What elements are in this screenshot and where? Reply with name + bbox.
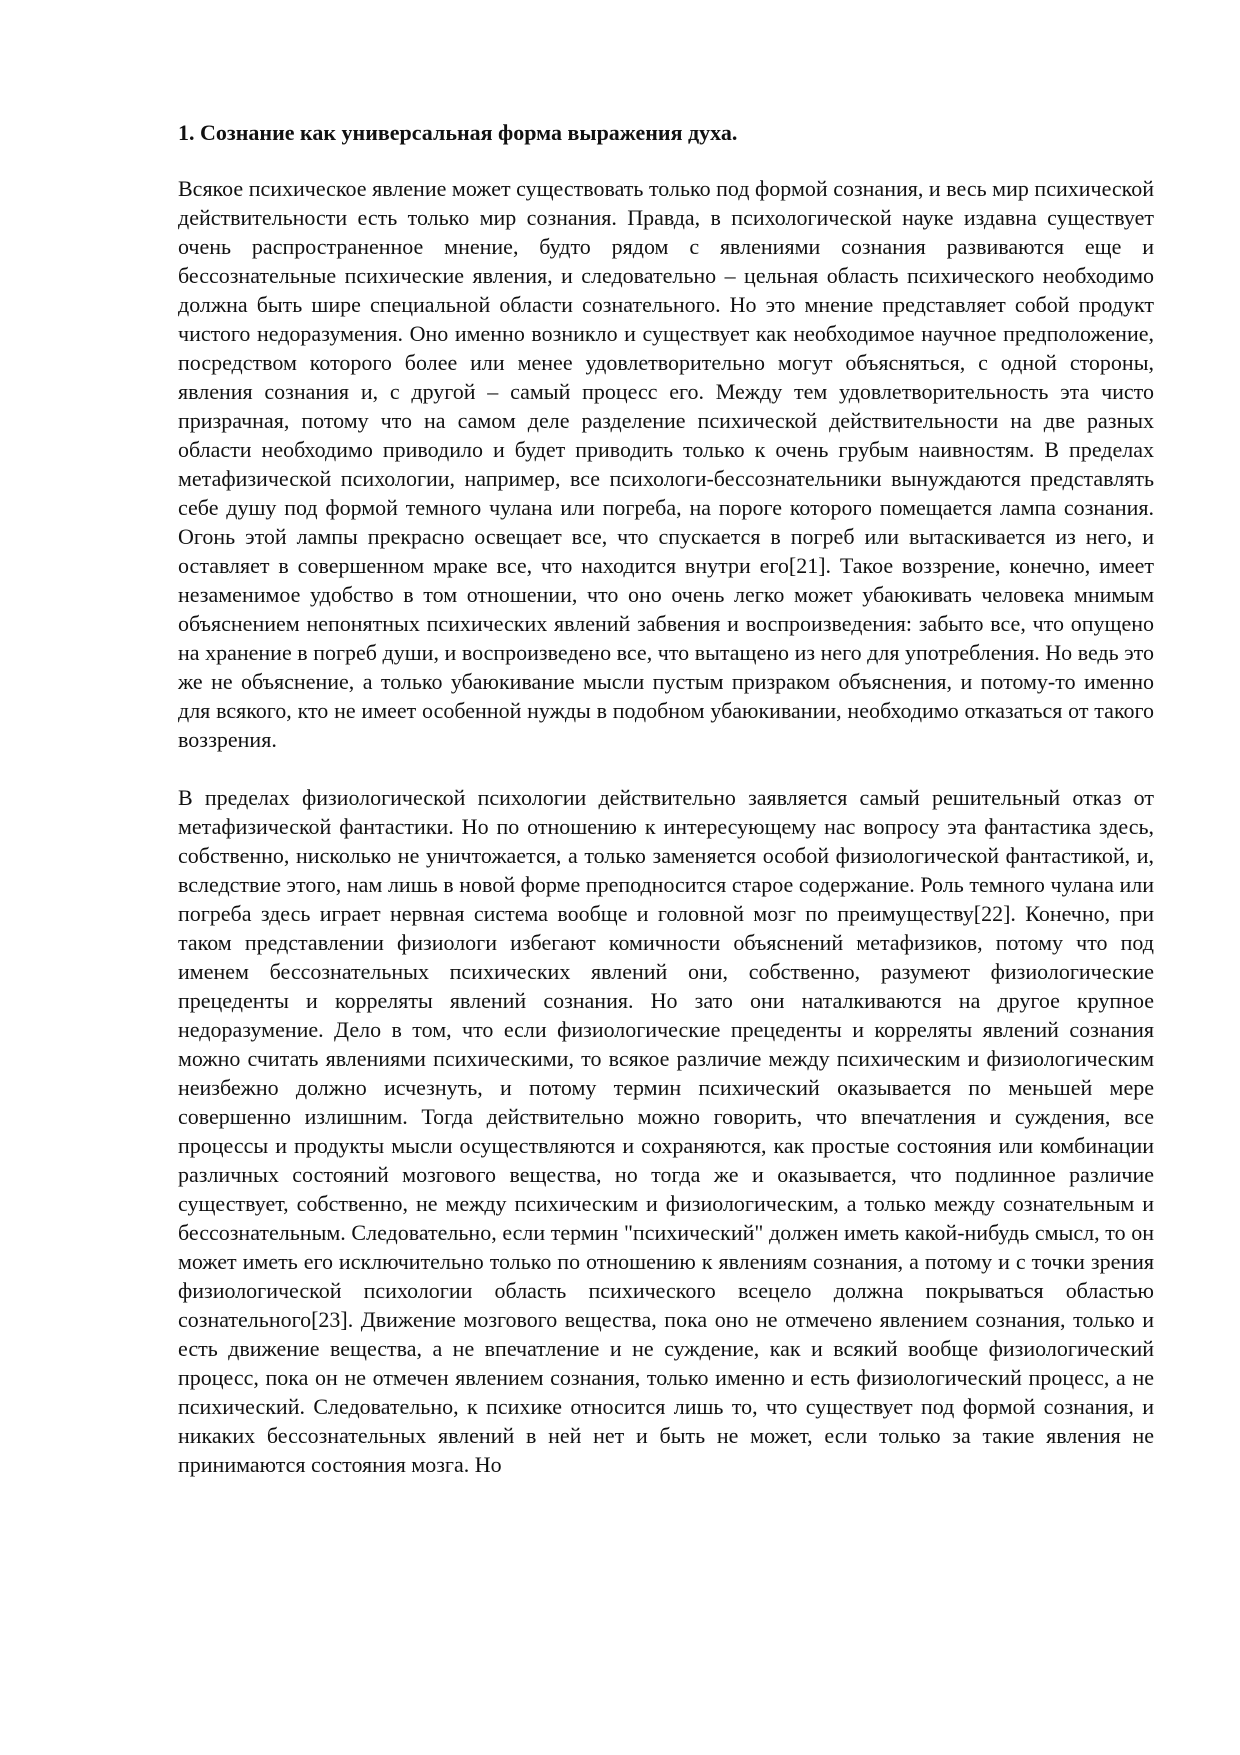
document-page — [178, 118, 1154, 1508]
paragraph-2: В пределах физиологической психологии действительно заявляется самый решительный отказ от метафизической фантастики. Но по отношению к интересующему нас вопросу эта фантастика здесь, собственно, нисколько не уничтожается, а только заменяется особой физиологической фантастикой, и, вследствие этого, нам лишь в новой форме преподносится старое содержание. Роль темного чулана или погреба здесь играет нервная система вообще и головной мозг по преимуществу[22]. Конечно, при таком представлении физиологи избегают комичности объяснений метафизиков, потому что под именем бессознательных психических явлений они, собственно, разумеют физиологические прецеденты и корреляты явлений сознания. Но зато они наталкиваются на другое крупное недоразумение. Дело в том, что если физиологические прецеденты и корреляты явлений сознания можно считать явлениями психическими, то всякое различие между психическим и физиологическим неизбежно должно исчезнуть, и потому термин психический оказывается по меньшей мере совершенно излишним. Тогда действительно можно говорить, что впечатления и суждения, все процессы и продукты мысли осуществляются и сохраняются, как простые состояния или комбинации различных состояний мозгового вещества, но тогда же и оказывается, что подлинное различие существует, собственно, не между психическим и физиологическим, а только между сознательным и бессознательным. Следовательно, если термин "психический" должен иметь какой-нибудь смысл, то он может иметь его исключительно только по отношению к явлениям сознания, а потому и с точки зрения физиологической психологии область психического всецело должна покрываться областью сознательного[23]. Движение мозгового вещества, пока оно не отмечено явлением сознания, только и есть движение вещества, а не впечатление и не суждение, как и всякий вообще физиологический процесс, пока он не отмечен явлением сознания, только именно и есть физиологический процесс, а не психический. Следовательно, к психике относится лишь то, что существует под формой сознания, и никаких бессознательных явлений в ней нет и быть не может, если только за такие явления не принимаются состояния мозга. Но — [178, 785, 1154, 1477]
section-heading: 1. Сознание как универсальная форма выражения духа. — [178, 120, 738, 145]
paragraph-1: Всякое психическое явление может существовать только под формой сознания, и весь мир психической действительности есть только мир сознания. Правда, в психологической науке издавна существует очень распространенное мнение, будто рядом с явлениями сознания развиваются еще и бессознательные психические явления, и следовательно – цельная область психического необходимо должна быть шире специальной области сознательного. Но это мнение представляет собой продукт чистого недоразумения. Оно именно возникло и существует как необходимое научное предположение, посредством которого более или менее удовлетворительно могут объясняться, с одной стороны, явления сознания и, с другой – самый процесс его. Между тем удовлетворительность эта чисто призрачная, потому что на самом деле разделение психической действительности на две разных области необходимо приводило и будет приводить только к очень грубым наивностям. В пределах метафизической психологии, например, все психологи-бессознательники вынуждаются представлять себе душу под формой темного чулана или погреба, на пороге которого помещается лампа сознания. Огонь этой лампы прекрасно освещает все, что спускается в погреб или вытаскивается из него, и оставляет в совершенном мраке все, что находится внутри его[21]. Такое воззрение, конечно, имеет незаменимое удобство в том отношении, что оно очень легко может убаюкивать человека мнимым объяснением непонятных психических явлений забвения и воспроизведения: забыто все, что опущено на хранение в погреб души, и воспроизведено все, что вытащено из него для употребления. Но ведь это же не объяснение, а только убаюкивание мысли пустым призраком объяснения, и потому-то именно для всякого, кто не имеет особенной нужды в подобном убаюкивании, необходимо отказаться от такого воззрения. — [178, 176, 1154, 752]
